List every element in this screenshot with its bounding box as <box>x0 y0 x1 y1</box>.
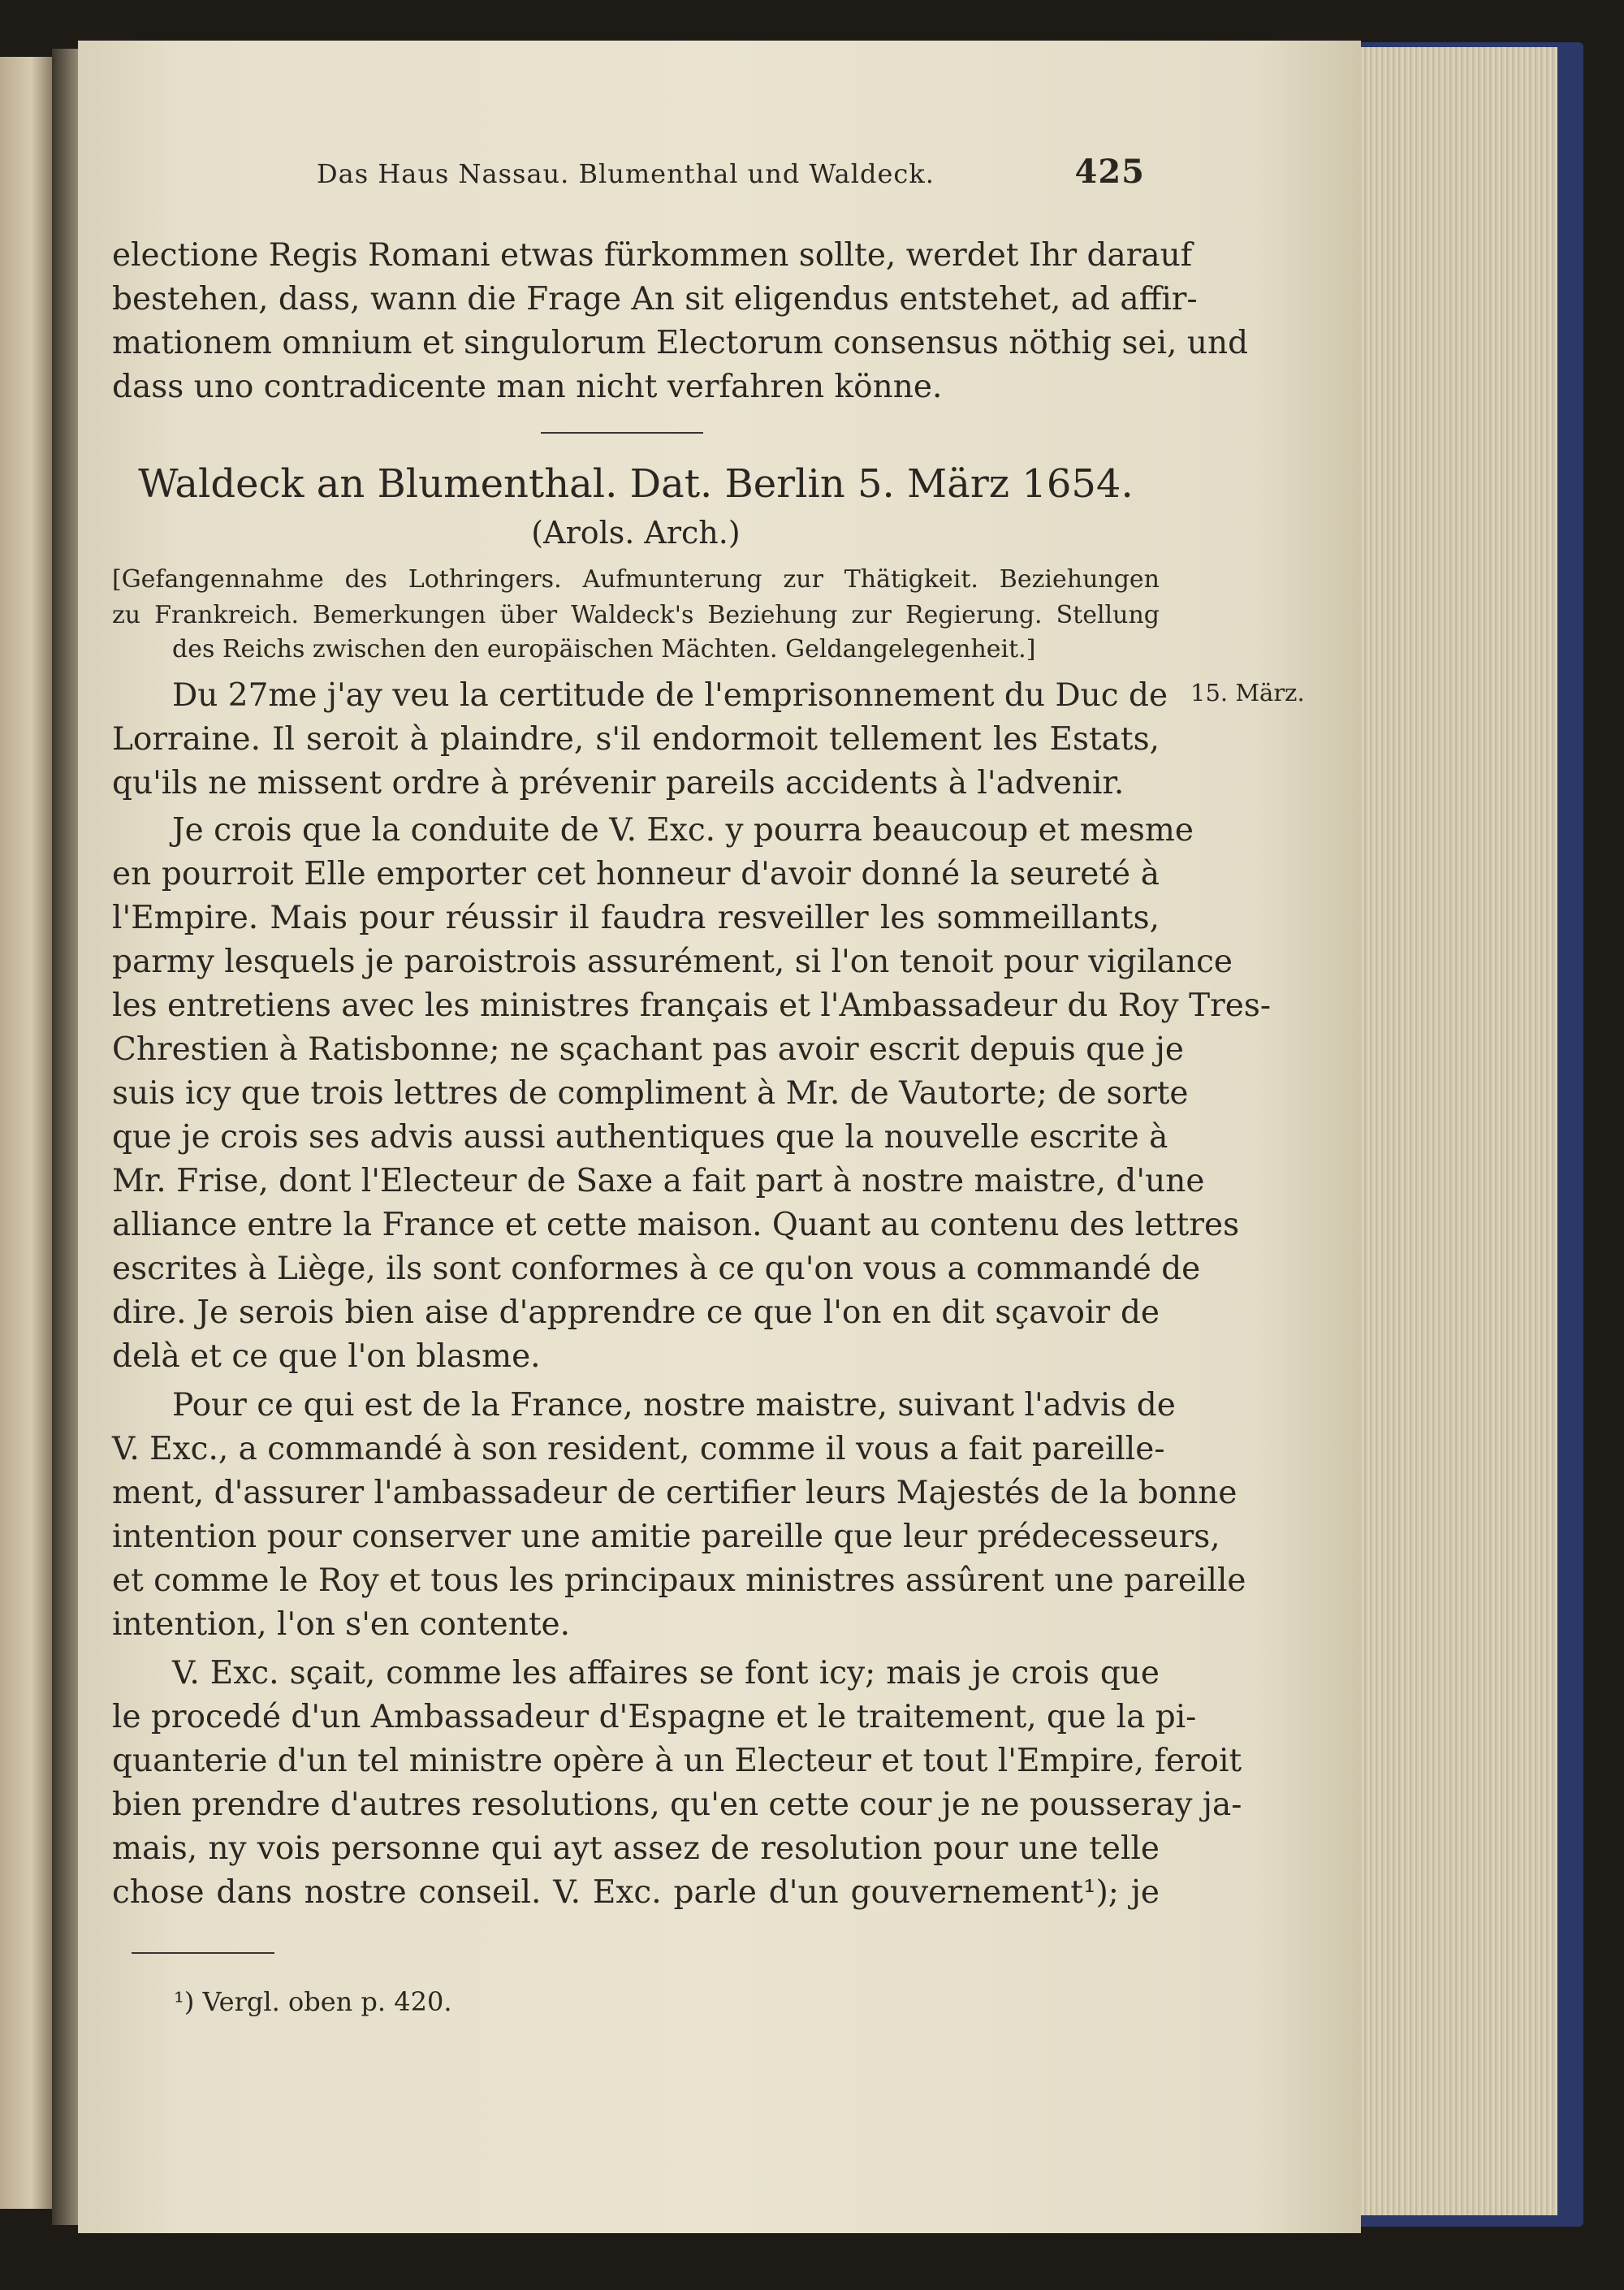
text-line: en pourroit Elle emporter cet honneur d'avoir donné la seureté à <box>112 856 1160 892</box>
text-line: intention, l'on s'en contente. <box>112 1606 570 1643</box>
section-divider <box>541 432 703 434</box>
text-line: bestehen, dass, wann die Frage An sit eligendus entstehet, ad affir- <box>112 281 1198 318</box>
text-line: dass uno contradicente man nicht verfahren könne. <box>112 369 943 405</box>
text-line: chose dans nostre conseil. V. Exc. parle d'un gouvernement¹); je <box>112 1874 1160 1911</box>
text-line: l'Empire. Mais pour réussir il faudra resveiller les sommeillants, <box>112 900 1160 936</box>
footnote: ¹) Vergl. oben p. 420. <box>174 1986 452 2017</box>
text-line: mais, ny vois personne qui ayt assez de resolution pour une telle <box>112 1830 1160 1867</box>
text-line: le procedé d'un Ambassadeur d'Espagne et le traitement, que la pi- <box>112 1699 1197 1735</box>
text-line: intention pour conserver une amitie pareille que leur prédecesseurs, <box>112 1519 1220 1555</box>
text-line: electione Regis Romani etwas fürkommen sollte, werdet Ihr darauf <box>112 237 1193 274</box>
text-line: V. Exc., a commandé à son resident, comme il vous a fait pareille- <box>112 1431 1165 1467</box>
text-line: Lorraine. Il seroit à plaindre, s'il endormoit tellement les Estats, <box>112 721 1160 758</box>
footnote-rule <box>132 1952 274 1954</box>
text-line: Du 27me j'ay veu la certitude de l'emprisonnement du Duc de <box>172 677 1168 714</box>
page-number: 425 <box>1074 153 1145 191</box>
text-line: delà et ce que l'on blasme. <box>112 1338 541 1375</box>
summary-line: zu Frankreich. Bemerkungen über Waldeck's Beziehung zur Regierung. Stellung <box>112 601 1160 629</box>
page-edges <box>1338 47 1557 2215</box>
text-line: parmy lesquels je paroistrois assurément, si l'on tenoit pour vigilance <box>112 944 1233 980</box>
text-line: Chrestien à Ratisbonne; ne sçachant pas avoir escrit depuis que je <box>112 1031 1184 1068</box>
text-line: et comme le Roy et tous les principaux ministres assûrent une pareille <box>112 1562 1246 1599</box>
running-title: Das Haus Nassau. Blumenthal und Waldeck. <box>317 158 935 189</box>
text-line: quanterie d'un tel ministre opère à un Electeur et tout l'Empire, feroit <box>112 1743 1242 1779</box>
previous-page-edge <box>0 57 52 2209</box>
letter-source: (Arols. Arch.) <box>531 515 741 551</box>
text-line: V. Exc. sçait, comme les affaires se font icy; mais je crois que <box>172 1655 1160 1692</box>
text-line: qu'ils ne missent ordre à prévenir pareils accidents à l'advenir. <box>112 765 1125 802</box>
summary-line: [Gefangennahme des Lothringers. Aufmunterung zur Thätigkeit. Beziehungen <box>112 565 1160 594</box>
text-line: bien prendre d'autres resolutions, qu'en cette cour je ne pousseray ja- <box>112 1787 1242 1823</box>
margin-date-note: 15. März. <box>1190 679 1305 706</box>
text-line: Pour ce qui est de la France, nostre maistre, suivant l'advis de <box>172 1387 1176 1424</box>
text-line: alliance entre la France et cette maison. Quant au contenu des lettres <box>112 1207 1240 1243</box>
text-line: les entretiens avec les ministres français et l'Ambassadeur du Roy Tres- <box>112 987 1272 1024</box>
letter-title: Waldeck an Blumenthal. Dat. Berlin 5. März 1654. <box>138 461 1134 507</box>
text-line: dire. Je serois bien aise d'apprendre ce que l'on en dit sçavoir de <box>112 1294 1160 1331</box>
text-line: mationem omnium et singulorum Electorum consensus nöthig sei, und <box>112 325 1249 361</box>
text-line: suis icy que trois lettres de compliment à Mr. de Vautorte; de sorte <box>112 1075 1189 1112</box>
running-header <box>317 153 1145 191</box>
text-line: escrites à Liège, ils sont conformes à ce qu'on vous a commandé de <box>112 1251 1201 1287</box>
summary-line: des Reichs zwischen den europäischen Mächten. Geldangelegenheit.] <box>172 635 1036 663</box>
text-line: Je crois que la conduite de V. Exc. y pourra beaucoup et mesme <box>172 812 1194 849</box>
text-line: Mr. Frise, dont l'Electeur de Saxe a fait part à nostre maistre, d'une <box>112 1163 1205 1199</box>
text-line: ment, d'assurer l'ambassadeur de certifier leurs Majestés de la bonne <box>112 1475 1237 1511</box>
text-line: que je crois ses advis aussi authentiques que la nouvelle escrite à <box>112 1119 1168 1156</box>
